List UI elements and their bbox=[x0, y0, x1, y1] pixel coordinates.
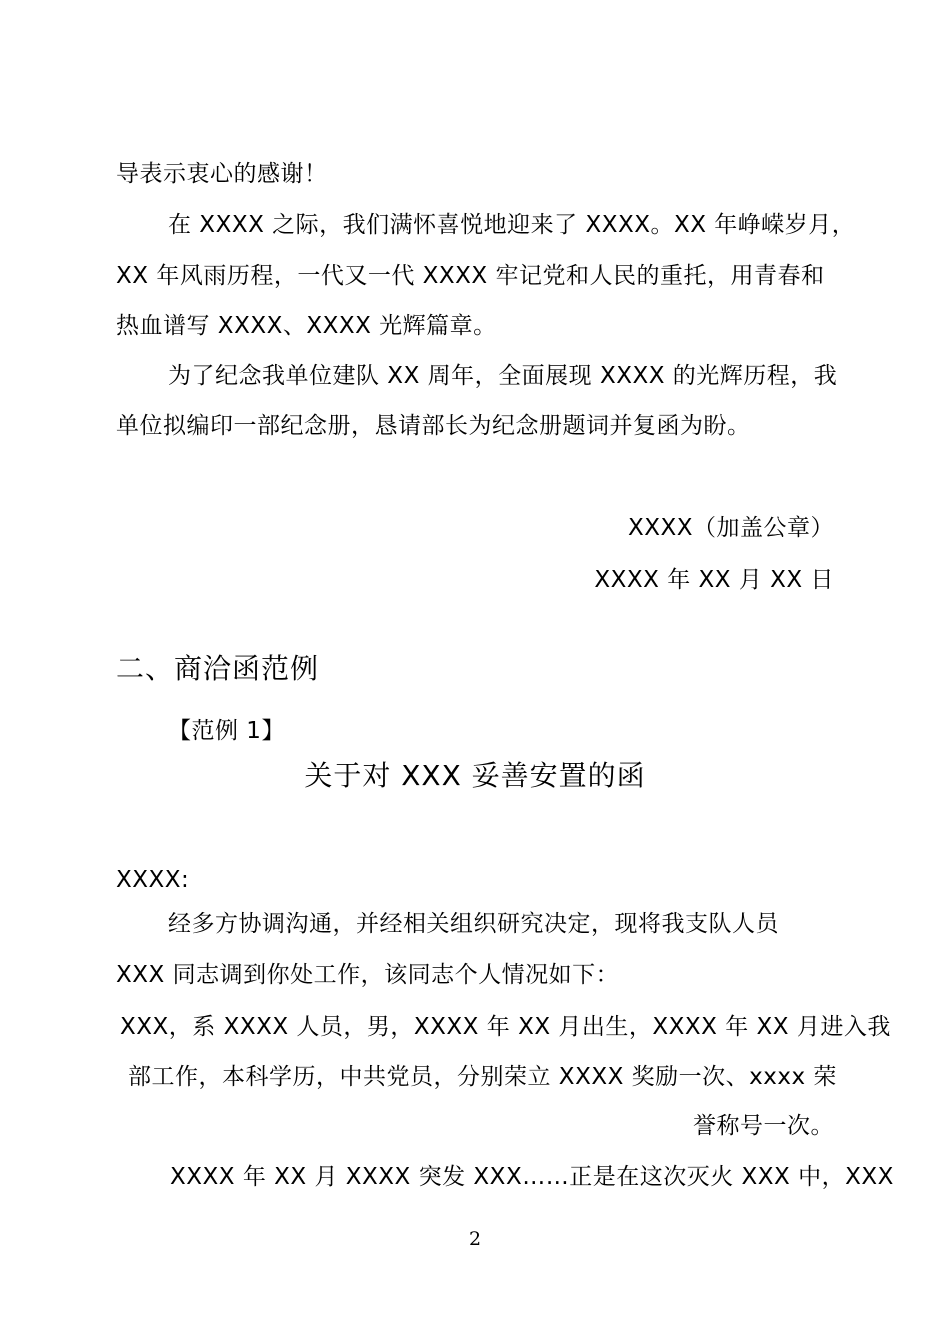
page-number: 2 bbox=[468, 1228, 482, 1250]
letter-salutation: XXXX: bbox=[116, 867, 190, 893]
letter-paragraph-2-line-2: 部工作，本科学历，中共党员，分别荣立 XXXX 奖励一次、xxxx 荣 bbox=[128, 1064, 837, 1090]
paragraph-request-line-2: 单位拟编印一部纪念册，恳请部长为纪念册题词并复函为盼。 bbox=[116, 413, 751, 439]
paragraph-request-line-1: 为了纪念我单位建队 XX 周年，全面展现 XXXX 的光辉历程，我 bbox=[168, 363, 838, 389]
signature-seal: XXXX（加盖公章） bbox=[627, 515, 834, 541]
letter-paragraph-3-line-1: XXXX 年 XX 月 XXXX 突发 XXX……正是在这次灭火 XXX 中，XXX bbox=[170, 1164, 894, 1190]
closing-thanks-line: 导表示衷心的感谢！ bbox=[116, 161, 328, 187]
section-heading: 二、商洽函范例 bbox=[116, 652, 320, 685]
letter-paragraph-2-line-3: 誉称号一次。 bbox=[693, 1113, 834, 1139]
letter-paragraph-2-line-1: XXX，系 XXXX 人员，男，XXXX 年 XX 月出生，XXXX 年 XX 月进入我 bbox=[120, 1014, 891, 1040]
letter-paragraph-1-line-1: 经多方协调沟通，并经相关组织研究决定，现将我支队人员 bbox=[168, 911, 779, 937]
example-label: 【范例 1】 bbox=[168, 718, 285, 744]
letter-paragraph-1-line-2: XXX 同志调到你处工作，该同志个人情况如下： bbox=[116, 962, 620, 988]
paragraph-anniversary-line-1: 在 XXXX 之际，我们满怀喜悦地迎来了 XXXX。XX 年峥嵘岁月， bbox=[168, 212, 856, 238]
paragraph-anniversary-line-3: 热血谱写 XXXX、XXXX 光辉篇章。 bbox=[116, 313, 497, 339]
paragraph-anniversary-line-2: XX 年风雨历程，一代又一代 XXXX 牢记党和人民的重托，用青春和 bbox=[116, 263, 825, 289]
signature-date: XXXX 年 XX 月 XX 日 bbox=[594, 567, 834, 593]
letter-title: 关于对 XXX 妥善安置的函 bbox=[304, 759, 646, 792]
